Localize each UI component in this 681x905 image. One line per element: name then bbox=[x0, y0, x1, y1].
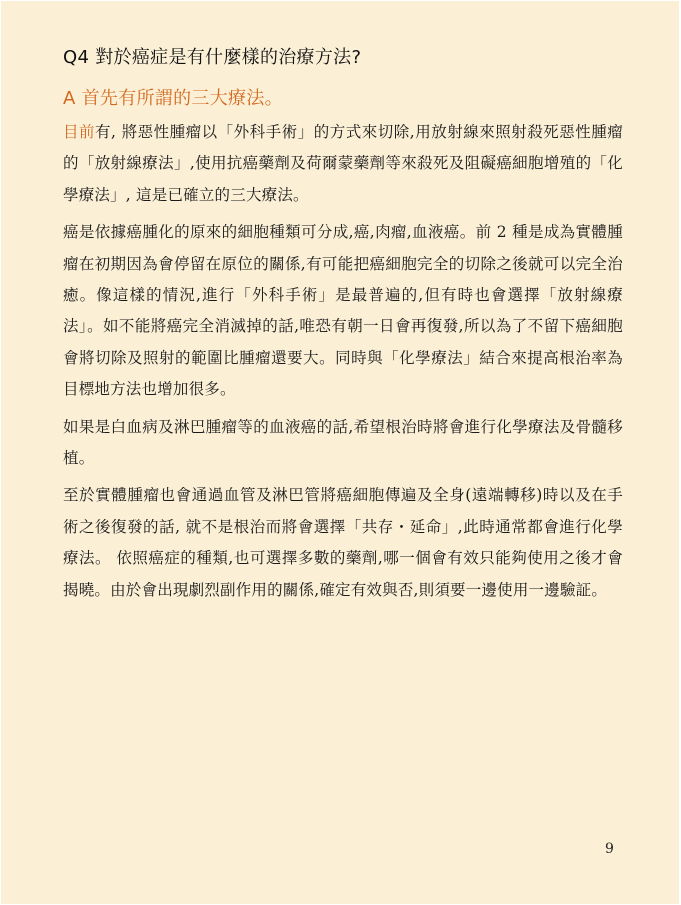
paragraph-text: 至於實體腫瘤也會通過血管及淋巴管將癌細胞傳遍及全身(遠端轉移)時以及在手術之後復發的話, 就不是根治而將會選擇「共存・延命」,此時通常都會進行化學療法。 依照癌症的種類,也可選擇多數的藥劑,哪一個會有效只能夠使用之後才會揭曉。由於會出現劇烈副作用的關係,確定有效與否,則須要一邊使用一邊驗証。 bbox=[63, 486, 623, 599]
page-content bbox=[63, 31, 623, 606]
page-number: 9 bbox=[605, 841, 614, 857]
document-page bbox=[1, 1, 679, 904]
paragraph bbox=[63, 217, 623, 405]
paragraph-text: 如果是白血病及淋巴腫瘤等的血液癌的話,希望根治時將會進行化學療法及骨髓移植。 bbox=[63, 417, 623, 468]
question-heading: Q4 對於癌症是有什麼樣的治療方法? bbox=[63, 47, 362, 68]
answer-heading: A 首先有所謂的三大療法。 bbox=[63, 88, 283, 109]
paragraph bbox=[63, 480, 623, 606]
paragraph-text: 癌是依據癌腫化的原來的細胞種類可分成,癌,肉瘤,血液癌。前 2 種是成為實體腫瘤在初期因為會停留在原位的關係,有可能把癌細胞完全的切除之後就可以完全治癒。像這樣的情況,進行「外科手術」是最普遍的,但有時也會選擇「放射線療法」。如不能將癌完全消滅掉的話,唯恐有朝一日會再復發,所以為了不留下癌細胞會將切除及照射的範圍比腫瘤還要大。同時與「化學療法」結合來提高根治率為目標地方法也增加很多。 bbox=[63, 223, 623, 399]
paragraph bbox=[63, 412, 623, 475]
paragraph bbox=[63, 117, 623, 211]
paragraph-text: 有, 將惡性腫瘤以「外科手術」的方式來切除,用放射線來照射殺死惡性腫瘤的「放射線療法」,使用抗癌藥劑及荷爾蒙藥劑等來殺死及阻礙癌細胞增殖的「化學療法」, 這是已確立的三大療法。 bbox=[63, 123, 623, 204]
paragraph-lead: 目前 bbox=[63, 123, 96, 141]
